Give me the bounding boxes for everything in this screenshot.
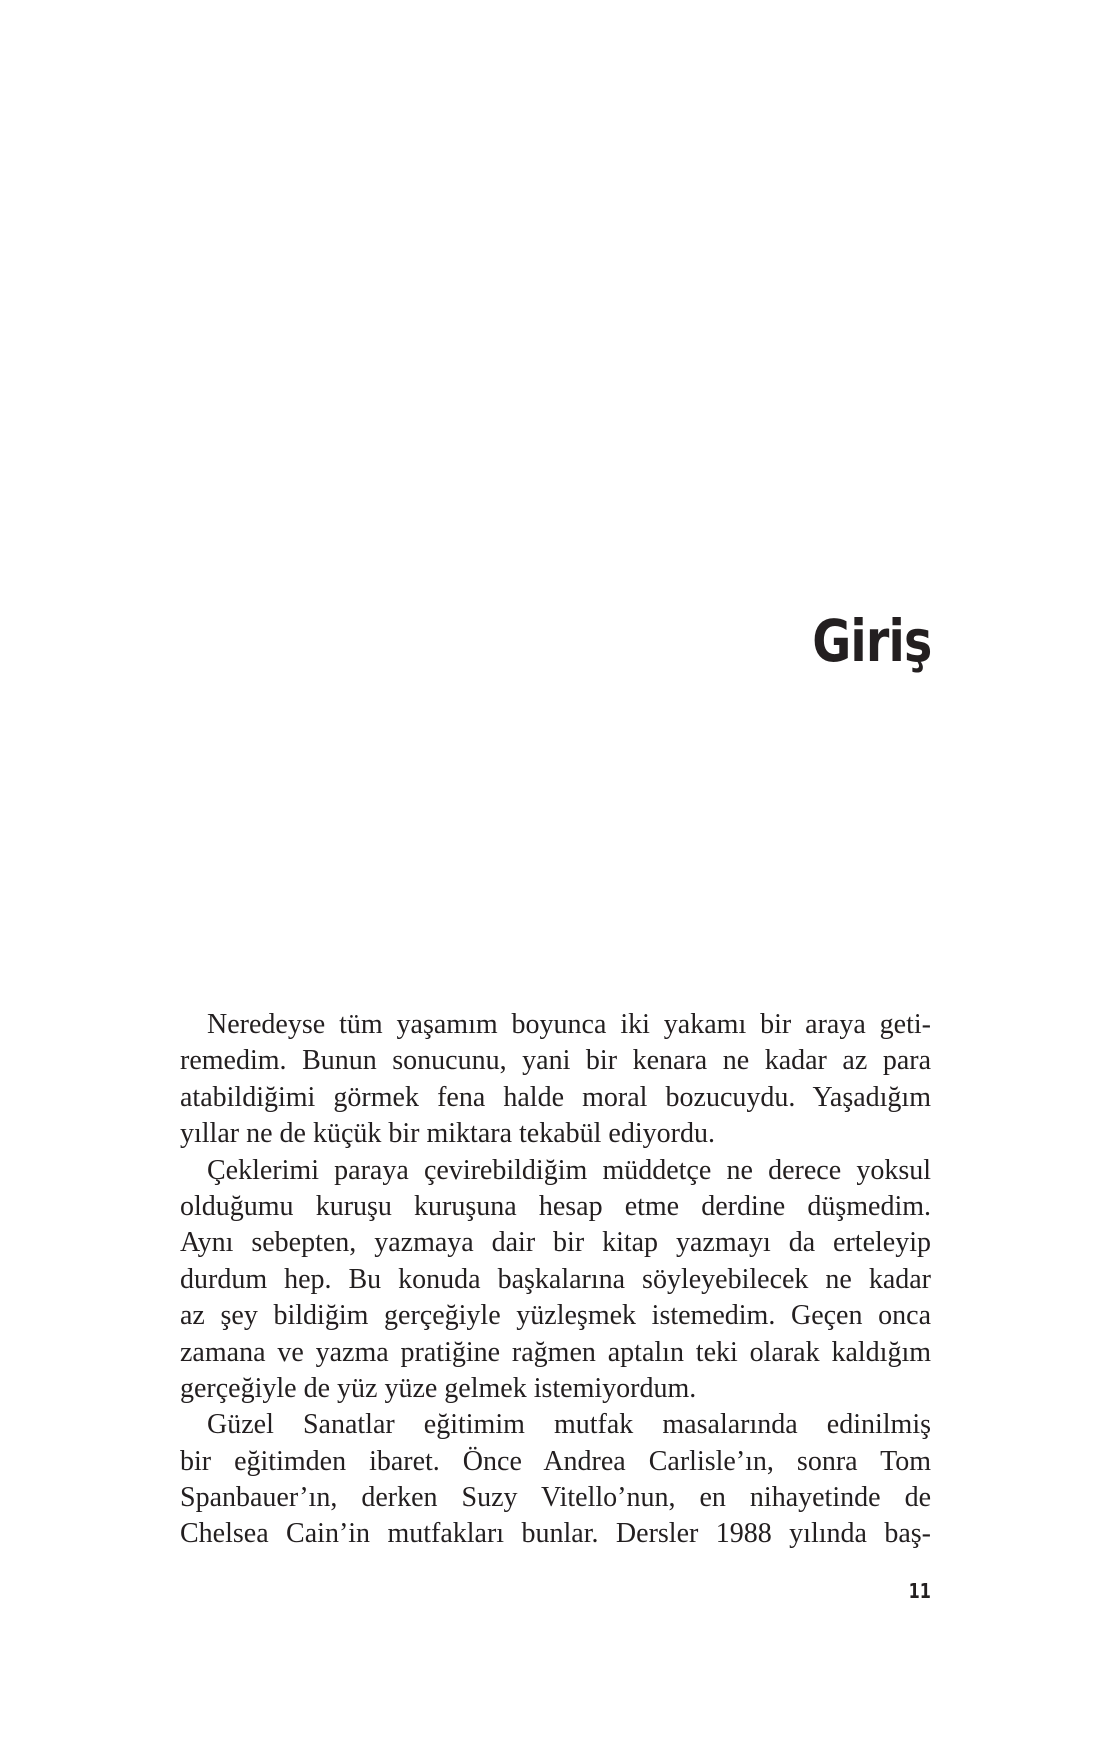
- text-line: durdum hep. Bu konuda başkalarına söyleyebilecek ne kadar: [180, 1263, 931, 1295]
- text-line: Aynı sebepten, yazmaya dair bir kitap yazmayı da erteleyip: [180, 1227, 931, 1259]
- text-line: Chelsea Cain’in mutfakları bunlar. Dersler 1988 yılında baş-: [180, 1518, 931, 1550]
- text-line: bir eğitimden ibaret. Önce Andrea Carlisle’ın, sonra Tom: [180, 1445, 931, 1477]
- text-line: Güzel Sanatlar eğitimim mutfak masalarında edinilmiş: [207, 1409, 931, 1441]
- chapter-title: Giriş: [811, 607, 931, 675]
- text-line: zamana ve yazma pratiğine rağmen aptalın teki olarak kaldığım: [180, 1336, 931, 1368]
- text-line: remedim. Bunun sonucunu, yani bir kenara ne kadar az para: [180, 1045, 931, 1077]
- text-line: Spanbauer’ın, derken Suzy Vitello’nun, en nihayetinde de: [180, 1482, 931, 1514]
- text-line: atabildiğimi görmek fena halde moral bozucuydu. Yaşadığım: [180, 1081, 931, 1113]
- page-number: 11: [908, 1579, 931, 1603]
- text-line: olduğumu kuruşu kuruşuna hesap etme derdine düşmedim.: [180, 1190, 931, 1222]
- text-line: yıllar ne de küçük bir miktara tekabül ediyordu.: [180, 1118, 715, 1150]
- body-text: [180, 1007, 931, 1553]
- text-line: gerçeğiyle de yüz yüze gelmek istemiyordum.: [180, 1372, 697, 1404]
- text-line: Neredeyse tüm yaşamım boyunca iki yakamı bir araya geti-: [207, 1009, 931, 1040]
- text-line: Çeklerimi paraya çevirebildiğim müddetçe ne derece yoksul: [207, 1154, 931, 1186]
- text-line: az şey bildiğim gerçeğiyle yüzleşmek istemedim. Geçen onca: [180, 1300, 931, 1332]
